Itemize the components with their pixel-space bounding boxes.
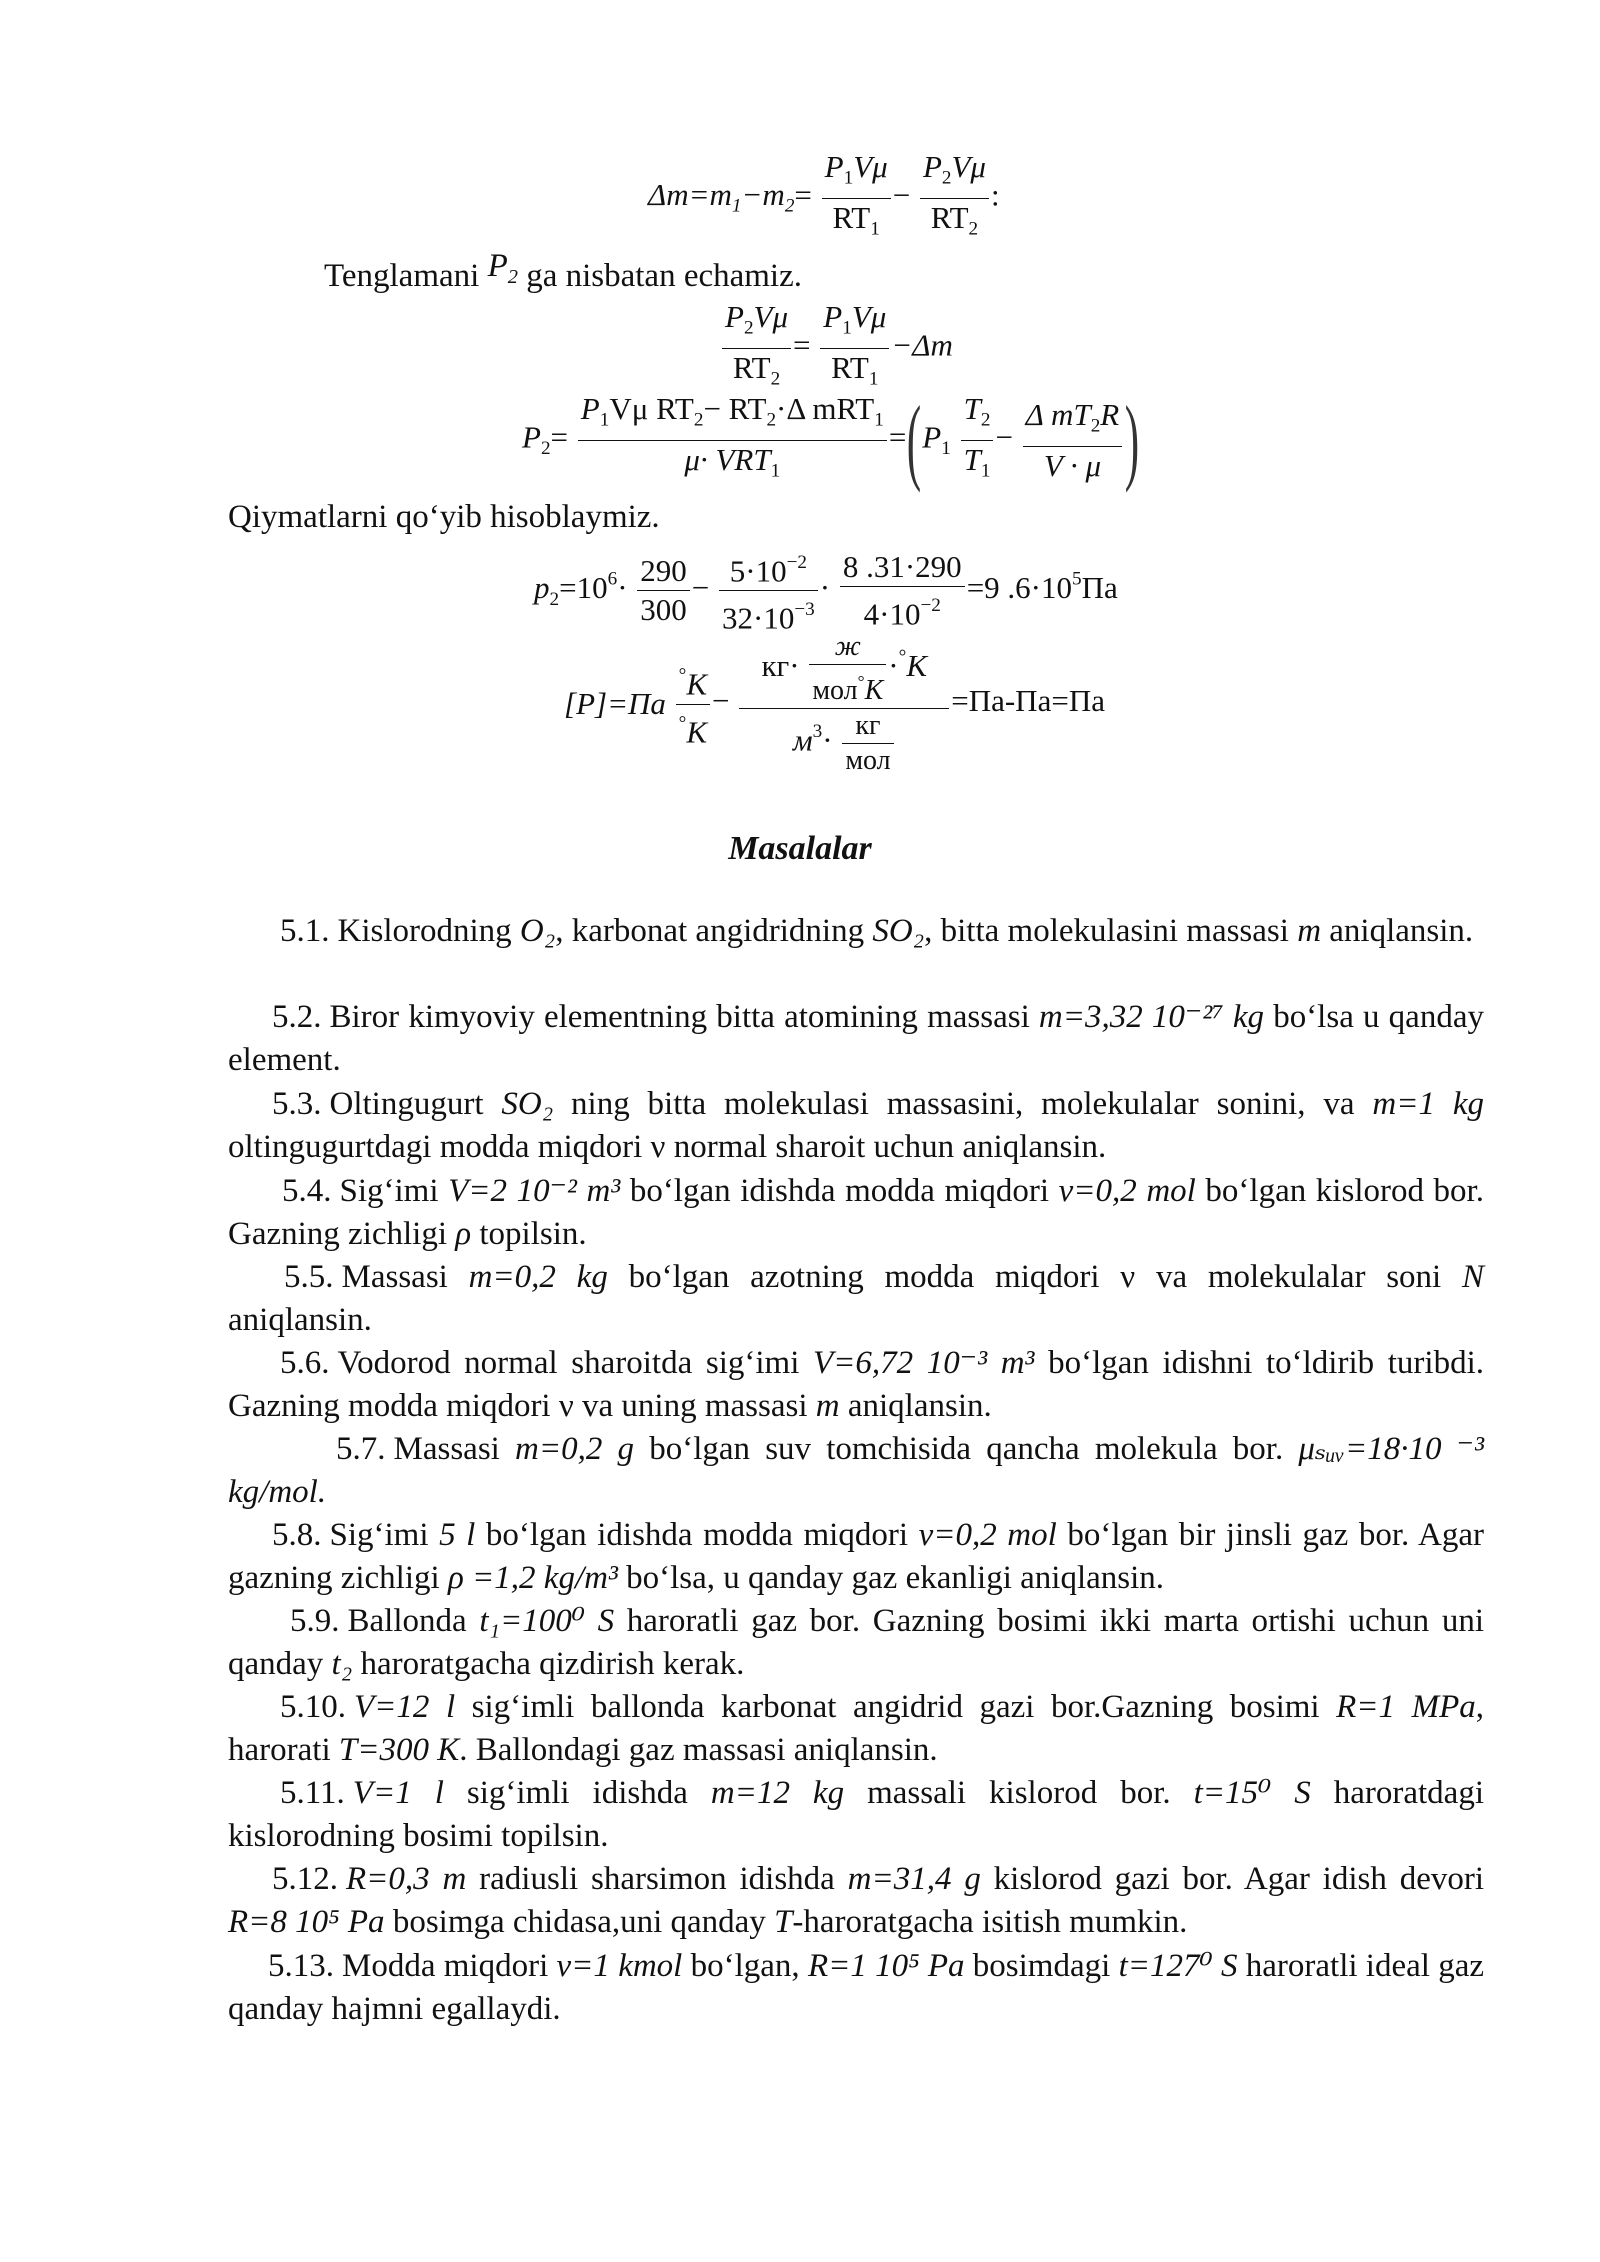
problem-item [228,1428,1484,1514]
problem-math: ν=0,2 mol [1058,1173,1196,1209]
problem-text: bo‘lgan kislorod bor. Gazning zichligi [228,1173,1484,1252]
problem-math: V=12 l [354,1689,456,1725]
problem-math: T [774,1904,793,1940]
problem-number: 5.7. [336,1431,386,1467]
problem-item [228,1514,1484,1600]
problem-math: N [1461,1259,1484,1295]
problem-number: 5.4. [282,1173,332,1209]
equation-numeric-result: $p_2=10^6\cdot$ $\frac{290}{300}$ − $\frac{5\cdot 10^{-2}}{32\cdot 10^{-3}}$ · $\frac{8 .31\cdot 290}{4\cdot 10^{-2}}$ =9 $.6\cdot 10^5Па$ [534,544,1118,638]
problem-math: t₁=100⁰ S [479,1603,615,1639]
problem-text: Massasi [341,1259,469,1295]
equation-unit-check: [P]=Па $\frac{^\circ K}{^\circ K}$ − кг· $\frac{ж}{мол^\circ K}$ ·°K $м^3\cdot$ $\frac{кг}{\text{мол}}$ =Па-Па=Па [564,631,1105,777]
problem-math: ν=1 kmol [556,1948,683,1984]
problem-item [228,1600,1484,1686]
problem-math: t=15⁰ S [1193,1775,1311,1811]
problem-item [228,1686,1484,1772]
problem-item [228,996,1484,1082]
problem-item [228,1945,1484,2031]
problem-text: bo‘lgan idishni to‘ldirib turibdi. Gazning modda miqdori ν va uning massasi [228,1345,1484,1424]
text-line-substitute-values: Qiymatlarni qo‘yib hisoblaymiz. [228,499,660,535]
problem-math: m=3,32 10⁻²⁷ kg [1038,999,1265,1035]
problem-text: topilsin. [471,1216,587,1252]
problem-text: haroratli gaz bor. Gazning bosimi ikki marta ortishi uchun uni qanday [228,1603,1484,1682]
problem-text: bo‘lgan idishda modda miqdori [475,1517,919,1553]
equation-p2-solution: $P_2=$ $\frac{P_1V\mu RT_2- RT_2\cdot\Delta mRT_1}{\mu\cdot VRT_1}$ $=(P_1$ $\frac{T_2}{T_1}$ − $\frac{\Delta mT_2R}{V \cdot \mu}$ ) [522,386,1140,494]
problem-math: m=12 kg [710,1775,845,1811]
problem-number: 5.10. [280,1689,346,1725]
problem-text: Sig‘imi [329,1517,440,1553]
problem-math: ρ =1,2 kg/m³ [447,1560,618,1596]
problem-math: SO₂ [872,913,925,949]
problem-math: R=0,3 m [346,1861,467,1897]
problem-math: O₂ [519,913,556,949]
problem-text: Modda miqdori [342,1948,557,1984]
problem-math: m [815,1388,840,1424]
problem-text: aniqlansin. [839,1388,992,1424]
problem-item [228,1342,1484,1428]
problem-text: haroratdagi kislorodning bosimi topilsin. [228,1775,1484,1854]
problem-math: m=0,2 kg [468,1259,608,1295]
problem-number: 5.1. [280,913,330,949]
problem-math: V=6,72 10⁻³ m³ [813,1345,1035,1381]
problem-text: radiusli sharsimon idishda [466,1861,848,1897]
problem-text: aniqlansin. [1321,913,1474,949]
problem-text: Ballonda [347,1603,480,1639]
problem-text: Oltingugurt [329,1086,502,1122]
problem-text: Biror kimyoviy elementning bitta atomining massasi [329,999,1039,1035]
problem-number: 5.9. [290,1603,340,1639]
equation-mass-difference: $\Delta m=m_1-m_2=$ $\frac{P_1V\mu}{RT_1}$ − $\frac{P_2V\mu}{RT_2}$ : [648,149,1000,240]
problem-number: 5.12. [272,1861,338,1897]
problem-text: oltingugurtdagi modda miqdori ν normal sharoit uchun aniqlansin. [228,1129,1107,1165]
problem-text: sig‘imli idishda [443,1775,711,1811]
problem-math: SO₂ [501,1086,554,1122]
problem-text: Massasi [393,1431,516,1467]
problem-math: T=300 K [338,1732,460,1768]
problem-text: haroratgacha qizdirish kerak. [352,1646,745,1682]
problem-math: R=1 10⁵ Pa [807,1948,965,1984]
problem-item [228,1170,1484,1256]
problem-text: ning bitta molekulasi massasini, molekulalar sonini, va [553,1086,1373,1122]
problem-item [228,1858,1484,1944]
problem-math: 5 l [439,1517,476,1553]
problem-text: bo‘lgan azotning modda miqdori ν va molekulalar soni [607,1259,1462,1295]
section-heading: Masalalar [728,830,872,867]
text-line-solve-for-p2: Tenglamani $P_2$ ga nisbatan echamiz. [324,248,802,294]
problem-text: kislorod gazi bor. Agar idish devori [980,1861,1484,1897]
problem-text: . Ballondagi gaz massasi aniqlansin. [459,1732,938,1768]
problem-text: bo‘lgan, [682,1948,808,1984]
problem-number: 5.13. [268,1948,334,1984]
problem-text: bo‘lsa u qanday element. [228,999,1484,1078]
problem-text: Vodorod normal sharoitda sig‘imi [337,1345,813,1381]
problem-math: m=1 kg [1372,1086,1485,1122]
problem-text: Kislorodning [337,913,520,949]
problem-text: bo‘lgan suv tomchisida qancha molekula bor. [634,1431,1299,1467]
problem-text: aniqlansin. [228,1302,372,1338]
problem-text: -haroratgacha isitish mumkin. [792,1904,1188,1940]
equation-p2-relation: $\frac{P_2V\mu}{RT_2}$ = $\frac{P_1V\mu}{RT_1}$ −Δm [720,298,953,398]
problem-math: μₛᵤᵥ=18·10 ⁻³ kg/mol. [228,1431,1484,1510]
problem-item [228,1083,1484,1169]
problem-number: 5.8. [272,1517,322,1553]
problem-math: ρ [455,1216,472,1252]
problem-text: , karbonat angidridning [555,913,873,949]
problem-text: bosimdagi [964,1948,1119,1984]
problem-number: 5.11. [280,1775,345,1811]
problem-number: 5.5. [284,1259,334,1295]
problem-text: bo‘lgan bir jinsli gaz bor. Agar gazning zichligi [228,1517,1484,1596]
problem-math: V=2 10⁻² m³ [448,1173,621,1209]
problem-math: t₂ [331,1646,353,1682]
problem-text: bo‘lgan idishda modda miqdori [620,1173,1059,1209]
problem-number: 5.3. [272,1086,322,1122]
problem-item [228,1772,1484,1858]
problem-item [228,910,1484,953]
problem-math: t=127⁰ S [1118,1948,1238,1984]
problem-text: Sig‘imi [339,1173,449,1209]
problem-math: ν=0,2 mol [918,1517,1057,1553]
problem-text: sig‘imli ballonda karbonat angidrid gazi bor.Gazning bosimi [455,1689,1337,1725]
problem-math: m=0,2 g [515,1431,635,1467]
problem-text: , harorati [228,1689,1484,1768]
problem-number: 5.2. [272,999,322,1035]
problem-text: bosimga chidasa,uni qanday [384,1904,775,1940]
problem-text: haroratli ideal gaz qanday hajmni egallaydi. [228,1948,1484,2027]
problem-text: massali kislorod bor. [844,1775,1194,1811]
problem-text: , bitta molekulasini massasi [924,913,1298,949]
problem-math: m [1297,913,1322,949]
problem-number: 5.6. [280,1345,330,1381]
problem-math: R=8 10⁵ Pa [228,1904,385,1940]
problem-math: V=1 l [352,1775,444,1811]
problem-text: bo‘lsa, u qanday gaz ekanligi aniqlansin. [617,1560,1165,1596]
problem-item [228,1256,1484,1342]
problem-math: m=31,4 g [847,1861,981,1897]
problem-math: R=1 MPa [1336,1689,1476,1725]
